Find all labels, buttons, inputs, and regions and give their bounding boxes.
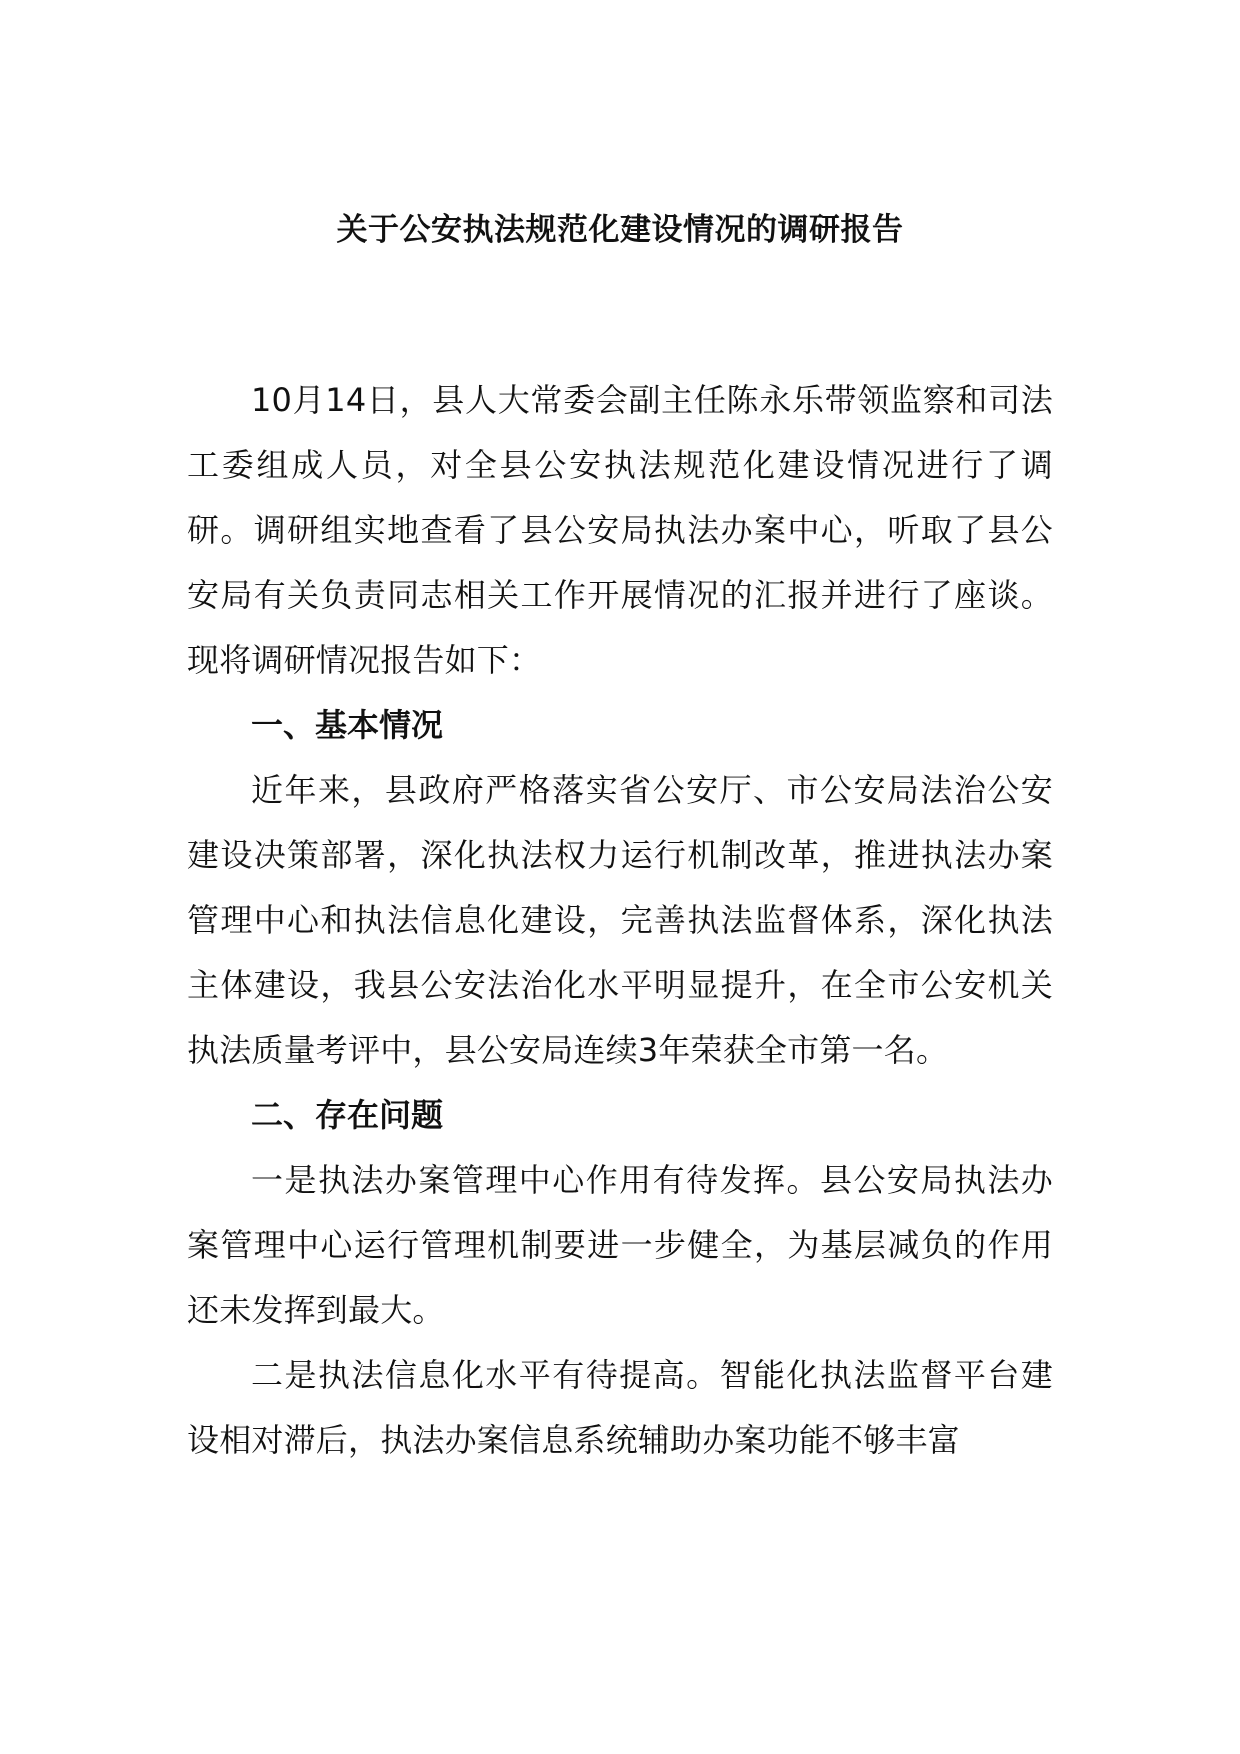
basic-situation-paragraph: 近年来，县政府严格落实省公安厅、市公安局法治公安建设决策部署，深化执法权力运行机制改革，推进执法办案管理中心和执法信息化建设，完善执法监督体系，深化执法主体建设，我县公安法治化水平明显提升，在全市公安机关执法质量考评中，县公安局连续3年荣获全市第一名。	[187, 771, 1053, 1069]
section-heading-basic: 一、基本情况	[251, 706, 444, 744]
section-heading-problems: 二、存在问题	[251, 1096, 444, 1134]
document-body	[187, 368, 1053, 1473]
problem-paragraph-1: 一是执法办案管理中心作用有待发挥。县公安局执法办案管理中心运行管理机制要进一步健全，为基层减负的作用还未发挥到最大。	[187, 1161, 1053, 1329]
problem-paragraph-2: 二是执法信息化水平有待提高。智能化执法监督平台建设相对滞后，执法办案信息系统辅助办案功能不够丰富	[187, 1356, 1053, 1459]
document-title: 关于公安执法规范化建设情况的调研报告	[336, 212, 904, 248]
intro-paragraph: 10月14日，县人大常委会副主任陈永乐带领监察和司法工委组成人员，对全县公安执法规范化建设情况进行了调研。调研组实地查看了县公安局执法办案中心，听取了县公安局有关负责同志相关工作开展情况的汇报并进行了座谈。现将调研情况报告如下：	[187, 381, 1053, 679]
